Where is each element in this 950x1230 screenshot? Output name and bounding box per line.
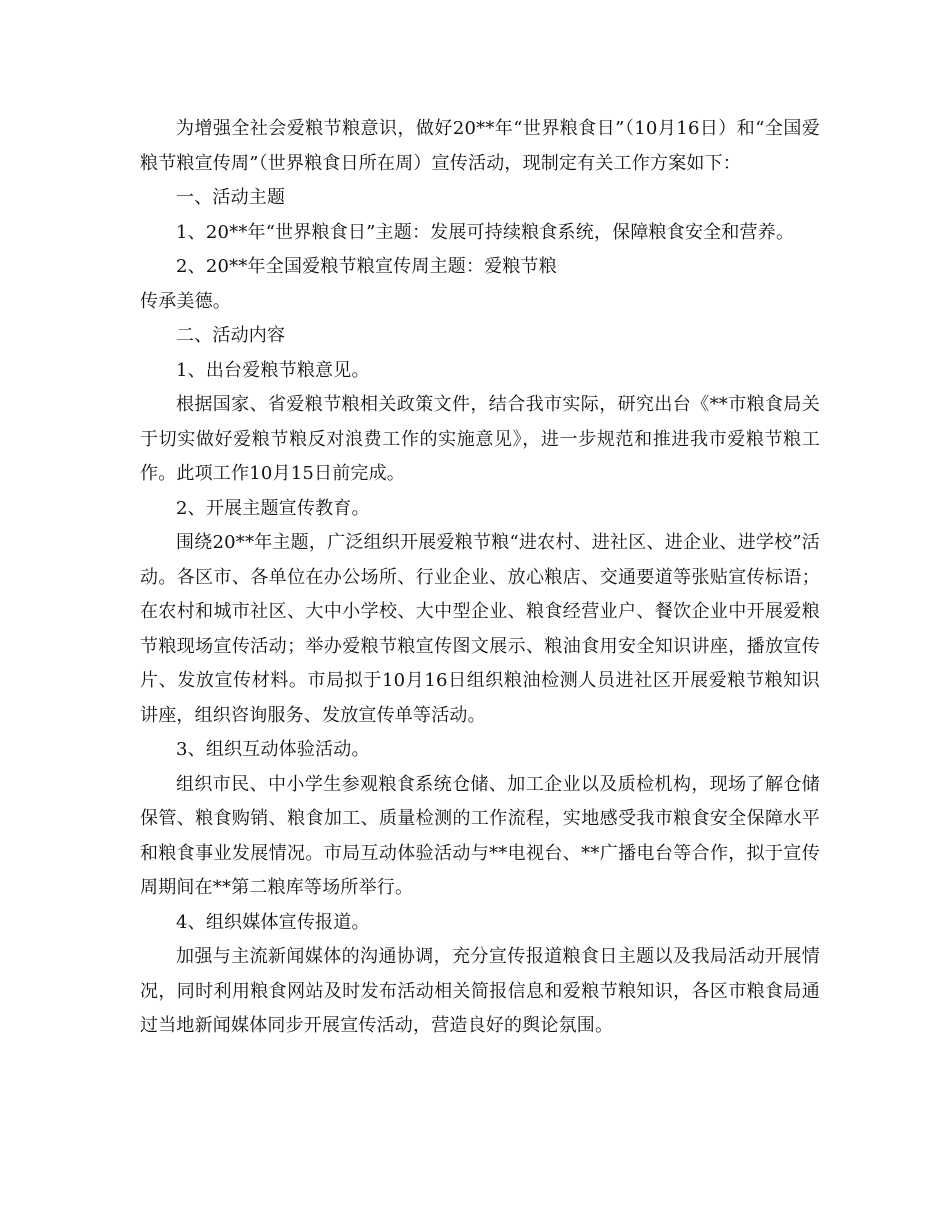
content-item-3-heading: 3、组织互动体验活动。 [176,739,370,760]
content-item-3-body: 组织市民、中小学生参观粮食系统仓储、加工企业以及质检机构，现场了解仓储保管、粮食购销、粮食加工、质量检测的工作流程，实地感受我市粮食安全保障水平和粮食事业发展情况。市局互动体验活动与**电视台、**广播电台等合作，拟于宣传周期间在**第二粮库等场所举行。 [140,773,820,898]
section-heading-content: 二、活动内容 [176,325,286,346]
content-item-1-heading: 1、出台爱粮节粮意见。 [176,359,370,381]
document-body [140,112,820,1044]
content-item-2-heading: 2、开展主题宣传教育。 [176,497,370,519]
theme-item-2: 2、20**年全国爱粮节粮宣传周主题：爱粮节粮 [176,256,557,277]
content-item-2-body: 围绕20**年主题，广泛组织开展爱粮节粮“进农村、进社区、进企业、进学校”活动。各区市、各单位在办公场所、行业企业、放心粮店、交通要道等张贴宣传标语；在农村和城市社区、大中小学校、大中型企业、粮食经营业户、餐饮企业中开展爱粮节粮现场宣传活动；举办爱粮节粮宣传图文展示、粮油食用安全知识讲座，播放宣传片、发放宣传材料。市局拟于10月16日组织粮油检测人员进社区开展爱粮节粮知识讲座，组织咨询服务、发放宣传单等活动。 [140,532,820,726]
theme-item-1: 1、20**年“世界粮食日”主题：发展可持续粮食系统，保障粮食安全和营养。 [176,221,795,243]
intro-paragraph: 为增强全社会爱粮节粮意识，做好20**年“世界粮食日”（10月16日）和“全国爱粮节粮宣传周”（世界粮食日所在周）宣传活动，现制定有关工作方案如下： [140,118,820,174]
content-item-4-heading: 4、组织媒体宣传报道。 [176,911,370,933]
content-item-4-body: 加强与主流新闻媒体的沟通协调，充分宣传报道粮食日主题以及我局活动开展情况，同时利用粮食网站及时发布活动相关简报信息和爱粮节粮知识，各区市粮食局通过当地新闻媒体同步开展宣传活动，营造良好的舆论氛围。 [140,946,820,1036]
content-item-1-body: 根据国家、省爱粮节粮相关政策文件，结合我市实际，研究出台《**市粮食局关于切实做好爱粮节粮反对浪费工作的实施意见》，进一步规范和推进我市爱粮节粮工作。此项工作10月15日前完成。 [140,394,820,484]
section-heading-theme: 一、活动主题 [176,187,286,208]
theme-item-2-continuation: 传承美德。 [140,290,231,312]
